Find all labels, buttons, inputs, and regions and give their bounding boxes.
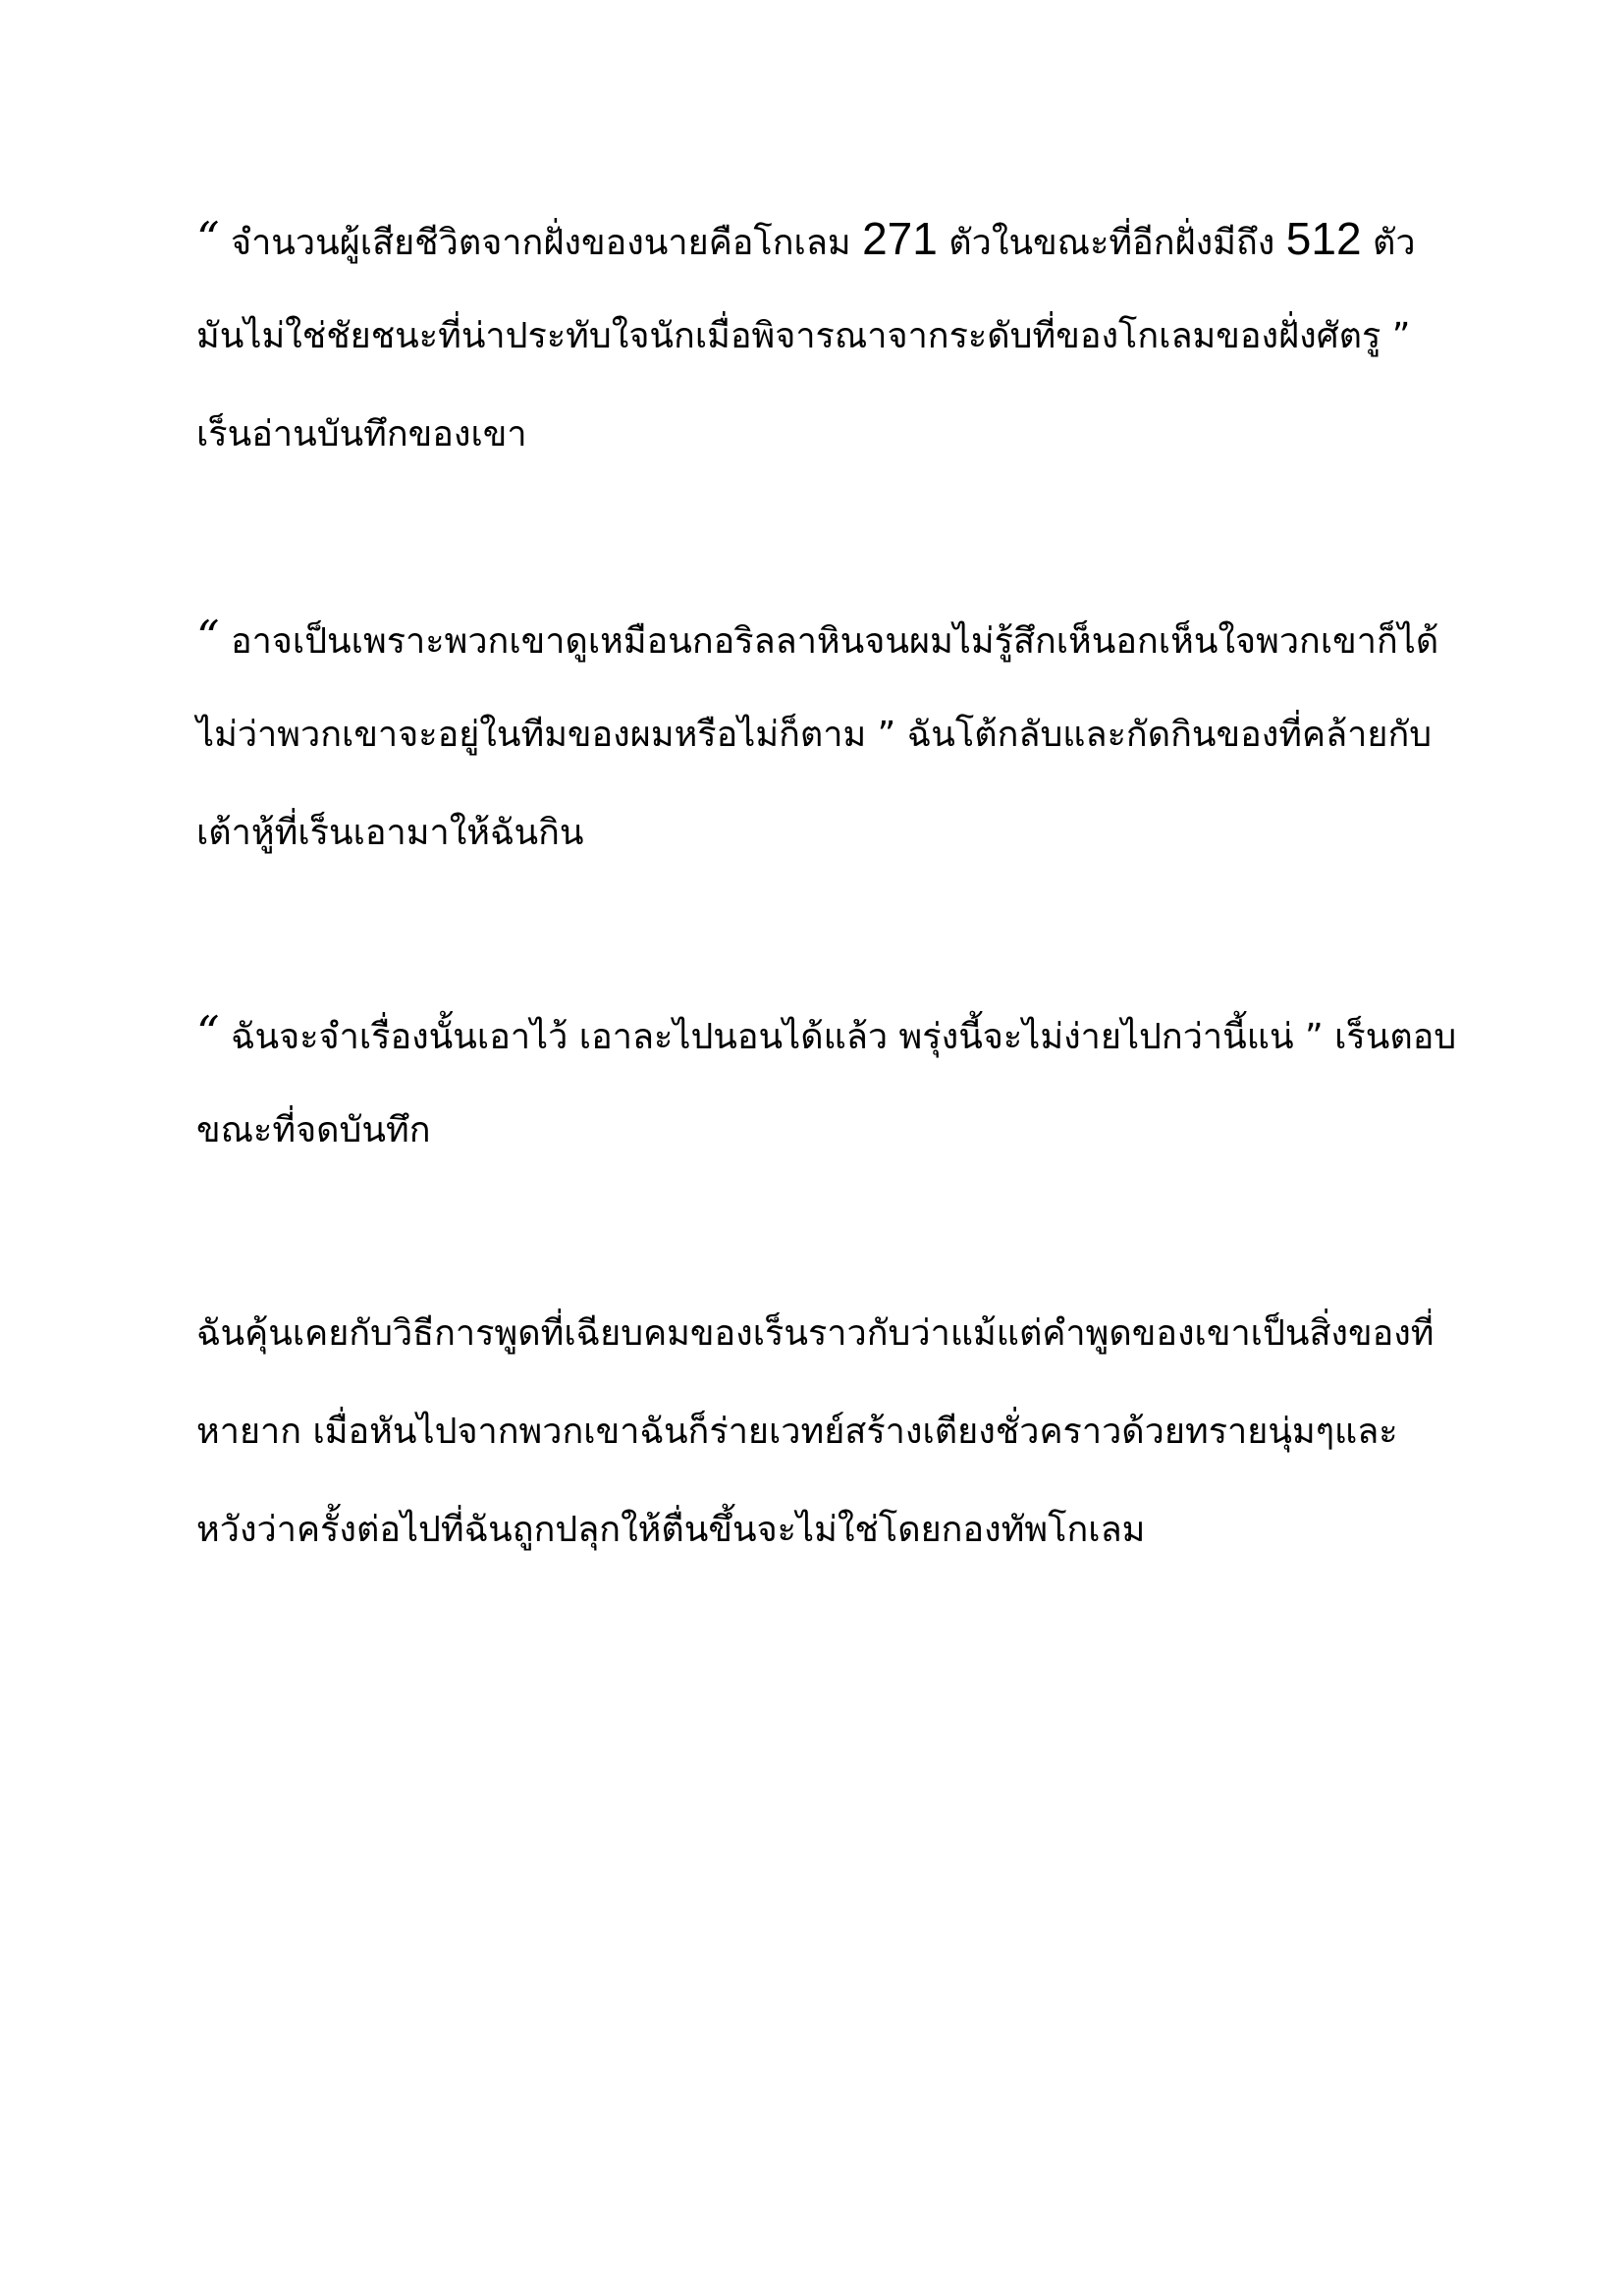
paragraph-casualty-report xyxy=(196,189,1434,484)
text-segment: ตัวในขณะที่อีกฝั่งมีถึง xyxy=(937,223,1286,263)
text-line: มันไม่ใช่ชัยชนะที่น่าประทับใจนักเมื่อพิจารณาจากระดับที่ของโกเลมของฝั่งศัตรู ” xyxy=(196,316,1411,356)
golem-count-own: 271 xyxy=(862,213,938,264)
paragraph-ren-answer xyxy=(196,984,1457,1180)
text-segment: ตัว xyxy=(1361,223,1416,263)
text-line: ฉันคุ้นเคยกับวิธีการพูดที่เฉียบคมของเร็นราวกับว่าแม้แต่คำพูดของเขาเป็นสิ่งของที่ xyxy=(196,1313,1435,1354)
opening-quote-mark: “ xyxy=(196,611,220,664)
text-line xyxy=(196,984,1457,1082)
text-line xyxy=(196,189,1434,288)
text-line: ขณะที่จดบันทึก xyxy=(196,1110,431,1150)
golem-count-enemy: 512 xyxy=(1285,213,1362,264)
text-segment: จำนวนผู้เสียชีวิตจากฝั่งของนายคือโกเลม xyxy=(219,223,863,263)
paragraph-gorilla-reply xyxy=(196,588,1439,882)
text-segment: อาจเป็นเพราะพวกเขาดูเหมือนกอริลลาหินจนผมไม่รู้สึกเห็นอกเห็นใจพวกเขาก็ได้ xyxy=(219,621,1439,662)
opening-quote-mark: “ xyxy=(196,1006,220,1059)
opening-quote-mark: “ xyxy=(196,212,220,265)
text-line xyxy=(196,588,1439,686)
paragraph-narration xyxy=(196,1285,1434,1579)
text-line: ไม่ว่าพวกเขาจะอยู่ในทีมของผมหรือไม่ก็ตาม ” ฉันโต้กลับและกัดกินของที่คล้ายกับ xyxy=(196,715,1433,755)
text-line: เต้าหู้ที่เร็นเอามาให้ฉันกิน xyxy=(196,813,584,853)
text-line: เร็นอ่านบันทึกของเขา xyxy=(196,414,527,454)
text-line: หวังว่าครั้งต่อไปที่ฉันถูกปลุกให้ตื่นขึ้นจะไม่ใช่โดยกองทัพโกเลม xyxy=(196,1510,1146,1550)
text-line: หายาก เมื่อหันไปจากพวกเขาฉันก็ร่ายเวทย์สร้างเตียงชั่วคราวด้วยทรายนุ่มๆและ xyxy=(196,1412,1398,1452)
text-segment: ฉันจะจำเรื่องนั้นเอาไว้ เอาละไปนอนได้แล้ว พรุ่งนี้จะไม่ง่ายไปกว่านี้แน่ ” เร็นตอบ xyxy=(219,1017,1457,1057)
